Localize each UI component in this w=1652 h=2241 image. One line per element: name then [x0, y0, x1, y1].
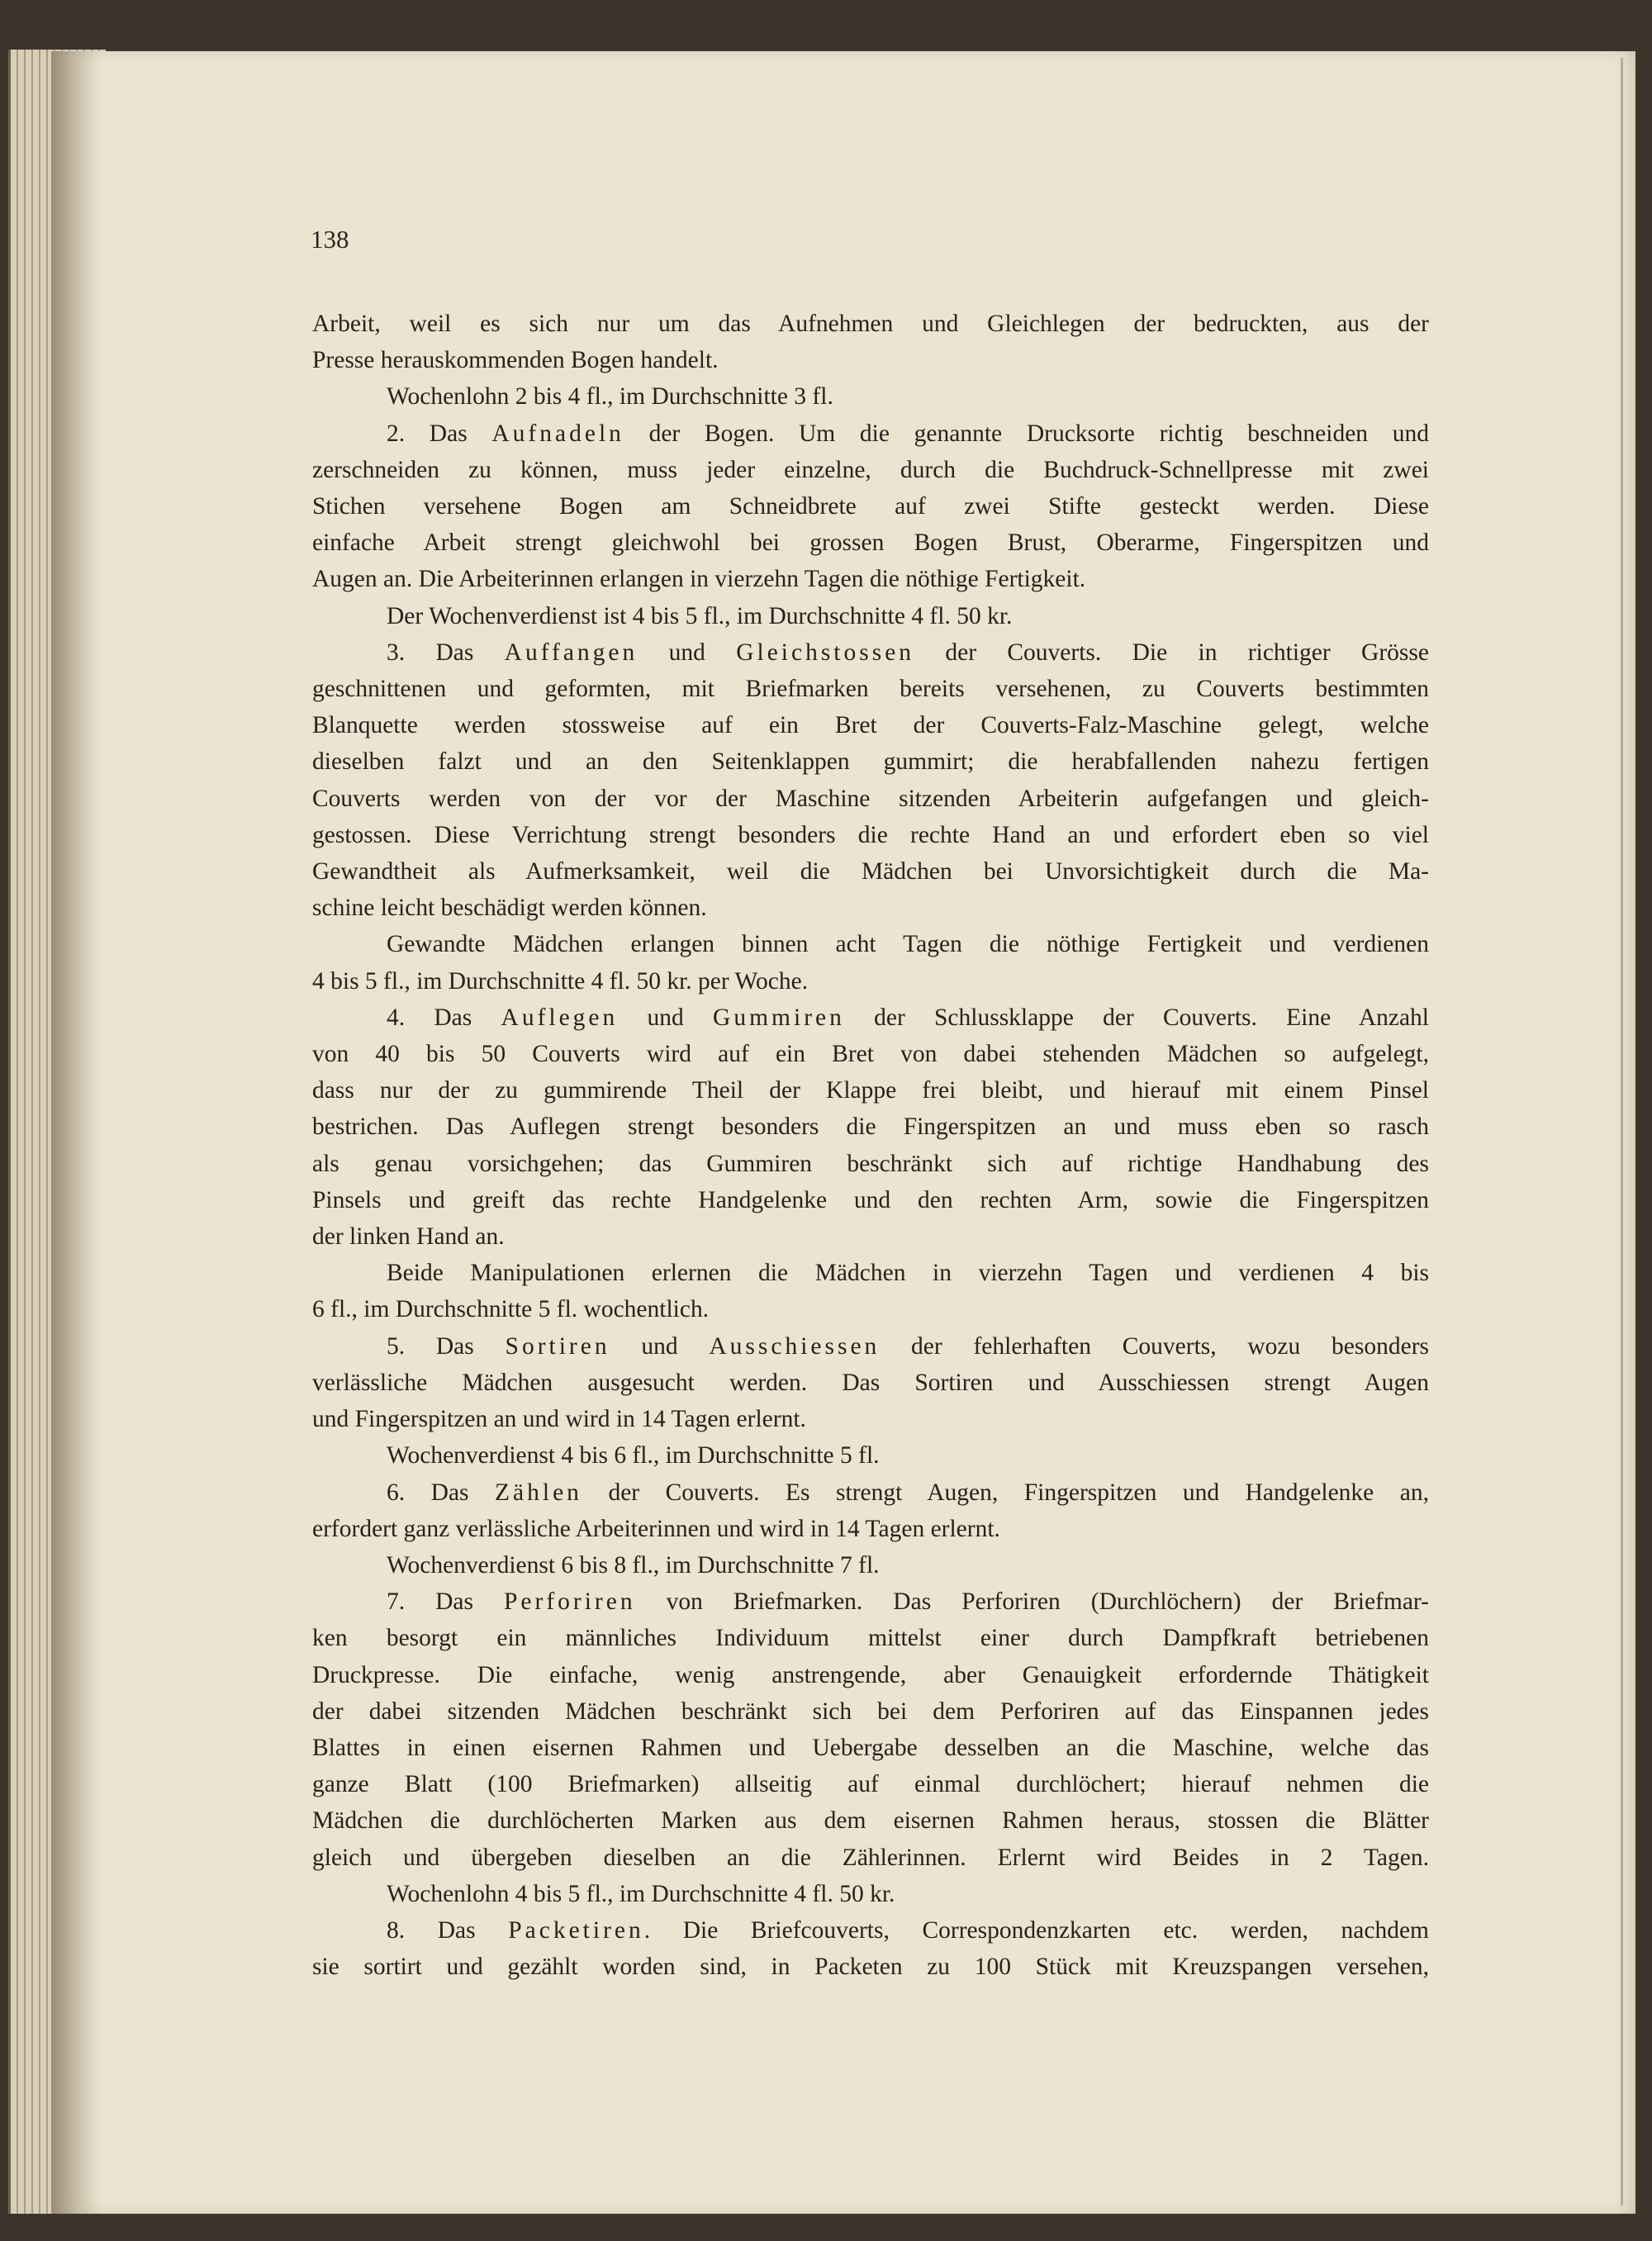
text-line: der linken Hand an. [312, 1223, 505, 1251]
page-number: 138 [311, 225, 349, 254]
page-edge-line [1621, 58, 1623, 2205]
spaced-term: Zählen [495, 1479, 582, 1506]
text-line: Couverts werden von der vor der Maschine sitzenden Arbeiterin aufgefangen und gleich- [312, 785, 1429, 812]
text-line: gleich und übergeben dieselben an die Zählerinnen. Erlernt wird Beides in 2 Tagen. [312, 1844, 1429, 1871]
spaced-term: Aufnadeln [491, 420, 624, 447]
text-line: schine leicht beschädigt werden können. [312, 895, 707, 922]
text-line: 4 bis 5 fl., im Durchschnitte 4 fl. 50 kr. per Woche. [312, 967, 809, 995]
text-line: Presse herauskommenden Bogen handelt. [312, 347, 719, 374]
text-line: Wochenlohn 2 bis 4 fl., im Durchschnitte 3 fl. [387, 383, 833, 411]
text-line: als genau vorsichgehen; das Gummiren beschränkt sich auf richtige Handhabung des [312, 1150, 1429, 1177]
text-line: Stichen versehene Bogen am Schneidbrete auf zwei Stifte gesteckt werden. Diese [312, 493, 1429, 520]
text-line: Mädchen die durchlöcherten Marken aus dem eisernen Rahmen heraus, stossen die Blätter [312, 1807, 1429, 1835]
text-line: Beide Manipulationen erlernen die Mädchen in vierzehn Tagen und verdienen 4 bis [387, 1260, 1429, 1287]
text-line: Arbeit, weil es sich nur um das Aufnehmen und Gleichlegen der bedruckten, aus der [312, 311, 1429, 337]
text-line: ken besorgt ein männliches Individuum mittelst einer durch Dampfkraft betriebenen [312, 1625, 1429, 1652]
text-line: Augen an. Die Arbeiterinnen erlangen in vierzehn Tagen die nöthige Fertigkeit. [312, 566, 1086, 593]
text-line: Blattes in einen eisernen Rahmen und Uebergabe desselben an die Maschine, welche das [312, 1734, 1429, 1761]
text-line: einfache Arbeit strengt gleichwohl bei grossen Bogen Brust, Oberarme, Fingerspitzen und [312, 529, 1429, 557]
body-text [312, 306, 1429, 1985]
spaced-term: Auflegen [501, 1004, 619, 1031]
text-line: von 40 bis 50 Couverts wird auf ein Bret von dabei stehenden Mädchen so aufgelegt, [312, 1041, 1429, 1068]
spaced-term: Gleichstossen [736, 639, 915, 666]
text-line: Der Wochenverdienst ist 4 bis 5 fl., im Durchschnitte 4 fl. 50 kr. [387, 602, 1013, 629]
spaced-term: Sortiren [505, 1332, 610, 1360]
text-line: geschnittenen und geformten, mit Briefmarken bereits versehenen, zu Couverts bestimmten [312, 676, 1429, 703]
text-line: 6 fl., im Durchschnitte 5 fl. wochentlich. [312, 1296, 710, 1323]
text-line: ganze Blatt (100 Briefmarken) allseitig auf einmal durchlöchert; hierauf nehmen die [312, 1771, 1429, 1798]
text-line: dieselben falzt und an den Seitenklappen gummirt; die herabfallenden nahezu fertigen [312, 748, 1429, 776]
text-line: sie sortirt und gezählt worden sind, in Packeten zu 100 Stück mit Kreuzspangen versehen, [312, 1954, 1429, 1981]
spaced-term: Ausschiessen [709, 1332, 881, 1360]
text-line: dass nur der zu gummirende Theil der Klappe frei bleibt, und hierauf mit einem Pinsel [312, 1077, 1429, 1104]
text-line: 5. Das Sortiren und Ausschiessen der fehlerhaften Couverts, wozu besonders [387, 1332, 1429, 1360]
text-line: erfordert ganz verlässliche Arbeiterinnen und wird in 14 Tagen erlernt. [312, 1515, 1000, 1542]
text-line: Pinsels und greift das rechte Handgelenke und den rechten Arm, sowie die Fingerspitzen [312, 1186, 1429, 1213]
text-line: 2. Das Aufnadeln der Bogen. Um die genannte Drucksorte richtig beschneiden und [387, 420, 1429, 447]
text-line: 8. Das Packetiren. Die Briefcouverts, Correspondenzkarten etc. werden, nachdem [387, 1916, 1429, 1944]
text-line: gestossen. Diese Verrichtung strengt besonders die rechte Hand an und erfordert eben so viel [312, 821, 1429, 848]
spaced-term: Perforiren [504, 1588, 636, 1616]
book-gutter-shadow [51, 51, 101, 2214]
text-line: Wochenverdienst 6 bis 8 fl., im Durchschnitte 7 fl. [387, 1551, 880, 1579]
spaced-term: Gummiren [713, 1004, 845, 1031]
text-line: bestrichen. Das Auflegen strengt besonders die Fingerspitzen an und muss eben so rasch [312, 1113, 1429, 1141]
text-line: der dabei sitzenden Mädchen beschränkt sich bei dem Perforiren auf das Einspannen jedes [312, 1697, 1429, 1725]
spaced-term: Packetiren [508, 1916, 644, 1944]
text-line: 6. Das Zählen der Couverts. Es strengt Augen, Fingerspitzen und Handgelenke an, [387, 1479, 1429, 1506]
text-line: Druckpresse. Die einfache, wenig anstrengende, aber Genauigkeit erfordernde Thätigkeit [312, 1661, 1429, 1688]
spaced-term: Auffangen [504, 639, 638, 666]
text-line: Wochenlohn 4 bis 5 fl., im Durchschnitte 4 fl. 50 kr. [387, 1880, 895, 1907]
text-line: Gewandtheit als Aufmerksamkeit, weil die Mädchen bei Unvorsichtigkeit durch die Ma- [312, 858, 1429, 885]
text-line: 3. Das Auffangen und Gleichstossen der Couverts. Die in richtiger Grösse [387, 639, 1429, 666]
text-line: Blanquette werden stossweise auf ein Bret der Couverts-Falz-Maschine gelegt, welche [312, 712, 1429, 739]
text-line: 7. Das Perforiren von Briefmarken. Das Perforiren (Durchlöchern) der Briefmar- [387, 1588, 1429, 1616]
text-line: Wochenverdienst 4 bis 6 fl., im Durchschnitte 5 fl. [387, 1442, 880, 1469]
text-line: 4. Das Auflegen und Gummiren der Schlussklappe der Couverts. Eine Anzahl [387, 1004, 1430, 1031]
text-line: und Fingerspitzen an und wird in 14 Tagen erlernt. [312, 1406, 806, 1433]
text-line: Gewandte Mädchen erlangen binnen acht Tagen die nöthige Fertigkeit und verdienen [387, 931, 1429, 958]
text-line: zerschneiden zu können, muss jeder einzelne, durch die Buchdruck-Schnellpresse mit zwei [312, 456, 1429, 483]
text-line: verlässliche Mädchen ausgesucht werden. Das Sortiren und Ausschiessen strengt Augen [312, 1369, 1429, 1396]
